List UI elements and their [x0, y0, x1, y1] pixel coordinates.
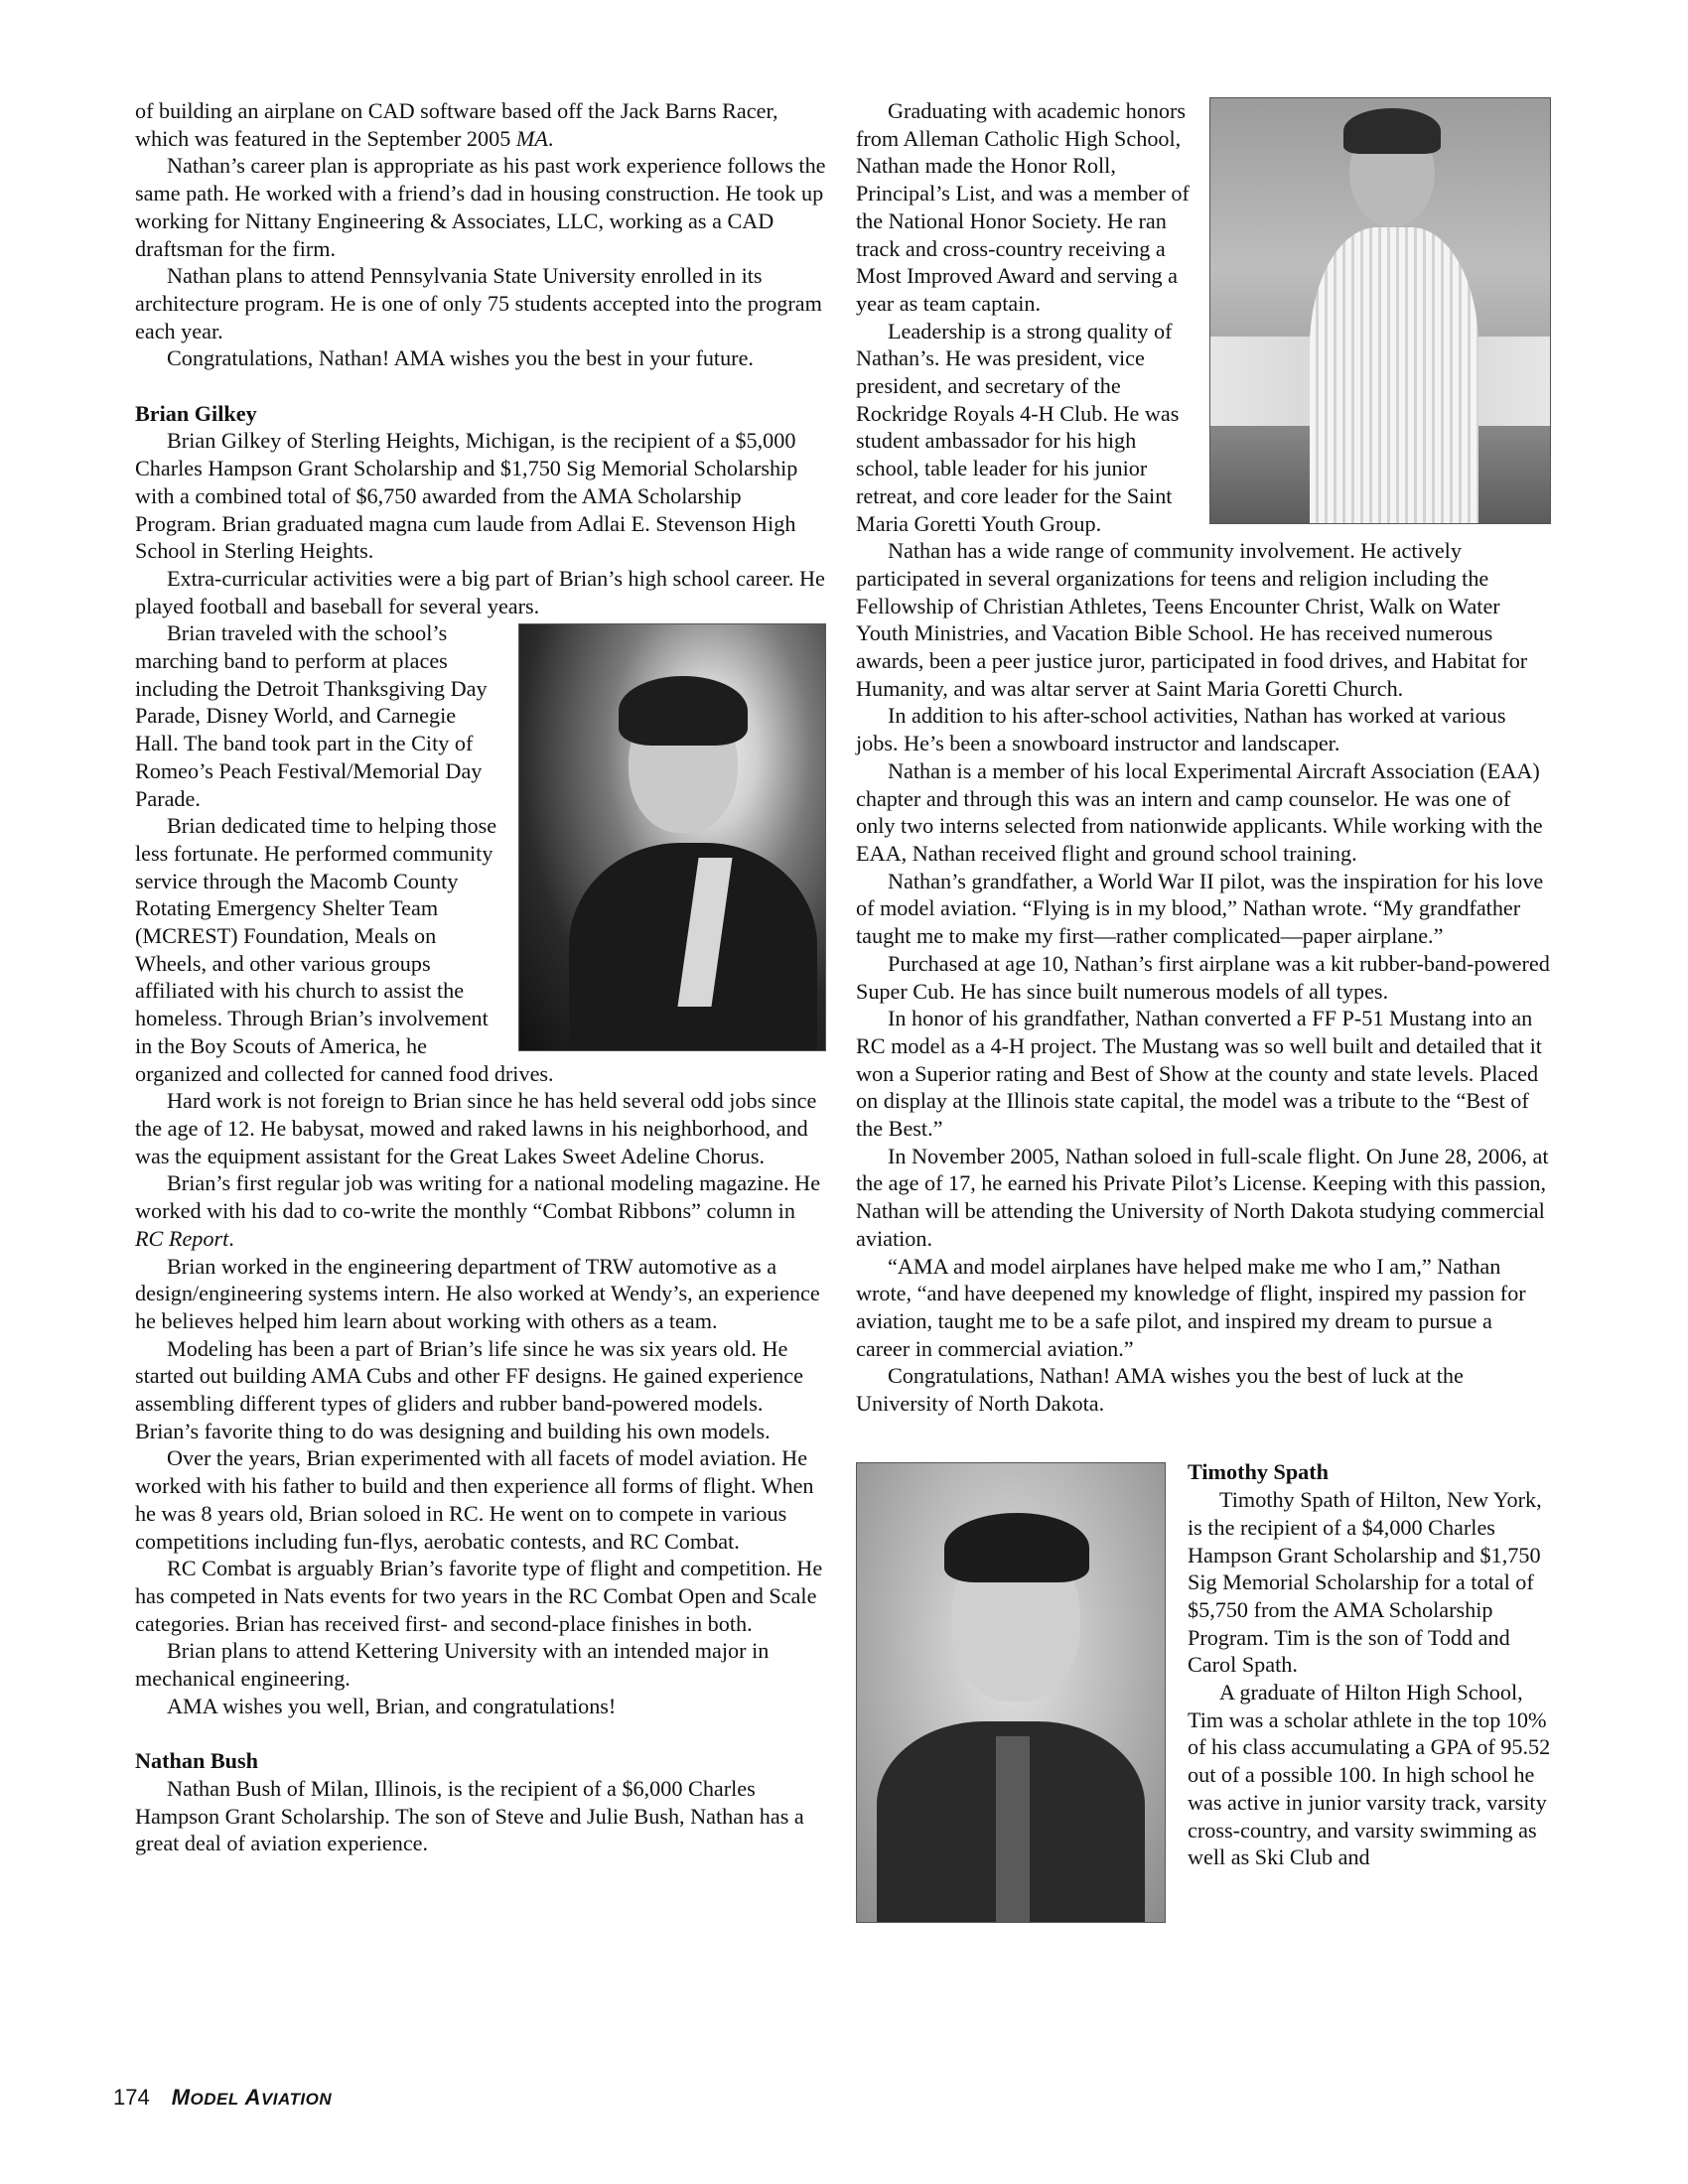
timothy-paragraph-1: Timothy Spath of Hilton, New York, is the recipient of a $4,000 Charles Hampson Grant Scholarship and $1,750 Sig Memorial Scholarship for a total of $5,750 from the AMA Scholarship Program. Tim is the son of Todd and Carol Spath.	[1188, 1487, 1542, 1678]
brian-paragraph-2: Extra-curricular activities were a big part of Brian’s high school career. He played football and baseball for several years.	[135, 565, 825, 618]
timothy-figure-hair	[944, 1513, 1089, 1582]
timothy-figure-tie	[996, 1736, 1030, 1923]
timothy-paragraph-2: A graduate of Hilton High School, Tim was a scholar athlete in the top 10% of his class accumulating a GPA of 95.52 out of a possible 100. In high school he was active in junior varsity track, varsity cross-country, and varsity swimming as well as Ski Club and	[1188, 1680, 1551, 1870]
brian-paragraph-1: Brian Gilkey of Sterling Heights, Michigan, is the recipient of a $5,000 Charles Hampson Grant Scholarship and $1,750 Sig Memorial Scholarship with a combined total of $6,750 awarded from the AMA Scholarship Program. Brian graduated magna cum laude from Adlai E. Stevenson High School in Sterling Heights.	[135, 428, 798, 564]
brian-paragraph-12: AMA wishes you well, Brian, and congratulations!	[167, 1693, 617, 1718]
right-column	[856, 97, 1551, 1923]
nathan-paragraph-1: Graduating with academic honors from Alleman Catholic High School, Nathan made the Honor Roll, Principal’s List, and was a member of the National Honor Society. He ran track and cross-country receiving a Most Improved Award and serving a year as team captain.	[856, 98, 1190, 316]
intro-paragraph-2: Nathan’s career plan is appropriate as his past work experience follows the same path. He worked with a friend’s dad in housing construction. He took up working for Nittany Engineering & Associates, LLC, working as a CAD draftsman for the firm.	[135, 153, 826, 261]
nathan-paragraph-9: In November 2005, Nathan soloed in full-scale flight. On June 28, 2006, at the age of 17, he earned his Private Pilot’s License. Keeping with this passion, Nathan will be attending the University of North Dakota studying commercial aviation.	[856, 1143, 1549, 1251]
timothy-portrait-photo	[856, 1462, 1166, 1923]
brian-heading: Brian Gilkey	[135, 400, 257, 426]
brian-paragraph-10: RC Combat is arguably Brian’s favorite type of flight and competition. He has competed in Nats events for two years in the RC Combat Open and Scale categories. Brian has received first- and second-place finishes in both.	[135, 1556, 823, 1636]
magazine-name	[172, 2085, 332, 2111]
intro-paragraph-3: Nathan plans to attend Pennsylvania State University enrolled in its architecture program. He is one of only 75 students accepted into the program each year.	[135, 263, 822, 343]
magazine-word2-initial: A	[244, 2085, 261, 2110]
nathan-figure-body	[1310, 227, 1478, 524]
nathan-portrait-photo	[1209, 97, 1551, 524]
nathan-figure-hair	[1343, 108, 1441, 154]
intro-tail: .	[547, 125, 554, 151]
brian-portrait-photo	[518, 623, 826, 1051]
brian-figure-hair	[619, 676, 748, 746]
brian-paragraph-9: Over the years, Brian experimented with all facets of model aviation. He worked with his father to build and then experience all forms of flight. When he was 8 years old, Brian soloed in RC. He went on to compete in various competitions including fun-flys, aerobatic contests, and RC Combat.	[135, 1445, 814, 1554]
nathan-paragraph-3: Nathan has a wide range of community involvement. He actively participated in several organizations for teens and religion including the Fellowship of Christian Athletes, Teens Encounter Christ, Walk on Water Youth Ministries, and Vacation Bible School. He has received numerous awards, been a peer justice juror, participated in food drives, and Habitat for Humanity, and was altar server at Saint Maria Goretti Church.	[856, 538, 1528, 701]
intro-paragraph-4: Congratulations, Nathan! AMA wishes you the best in your future.	[167, 345, 754, 371]
brian-paragraph-5: Hard work is not foreign to Brian since he has held several odd jobs since the age of 12. He babysat, mowed and raked lawns in his neighborhood, and was the equipment assistant for the Great Lakes Sweet Adeline Chorus.	[135, 1088, 817, 1168]
nathan-paragraph-10: “AMA and model airplanes have helped make me who I am,” Nathan wrote, “and have deepened my knowledge of flight, inspired my passion for aviation, taught me to be a safe pilot, and inspired my dream to pursue a career in commercial aviation.”	[856, 1253, 1526, 1361]
left-column	[135, 97, 826, 1857]
timothy-heading: Timothy Spath	[1188, 1459, 1330, 1485]
brian-p6-tail: .	[228, 1225, 234, 1251]
brian-paragraph-7: Brian worked in the engineering department of TRW automotive as a design/engineering systems intern. He also worked at Wendy’s, an experience he believes helped him learn about working with others as a team.	[135, 1253, 820, 1333]
intro-paragraph-1	[135, 97, 826, 152]
nathan-paragraph-8: In honor of his grandfather, Nathan converted a FF P-51 Mustang into an RC model as a 4-H project. The Mustang was so well built and detailed that it won a Superior rating and Best of Show at the county and state levels. Placed on display at the Illinois state capital, the model was a tribute to the “Best of the Best.”	[856, 1006, 1542, 1142]
brian-paragraph-8: Modeling has been a part of Brian’s life since he was six years old. He started out building AMA Cubs and other FF designs. He gained experience assembling different types of gliders and rubber band-powered models. Brian’s favorite thing to do was designing and building his own models.	[135, 1335, 803, 1443]
brian-paragraph-3: Brian traveled with the school’s marching band to perform at places including the Detroit Thanksgiving Day Parade, Disney World, and Carnegie Hall. The band took part in the City of Romeo’s Peach Festival/Memorial Day Parade.	[135, 620, 488, 811]
magazine-abbrev: MA	[515, 125, 548, 151]
brian-paragraph-4: Brian dedicated time to helping those less fortunate. He performed community service through the Macomb County Rotating Emergency Shelter Team (MCREST) Foundation, Meals on Wheels, and other various groups affiliated with his church to assist the homeless. Through Brian’s involvement in the Boy Scouts of America, he organized and collected for canned food drives.	[135, 813, 554, 1086]
brian-paragraph-11: Brian plans to attend Kettering University with an intended major in mechanical engineering.	[135, 1638, 770, 1692]
magazine-word1-rest: ODEL	[190, 2090, 239, 2109]
brian-p6-text: Brian’s first regular job was writing for a national modeling magazine. He worked with his dad to co-write the monthly “Combat Ribbons” column in	[135, 1170, 821, 1224]
nathan-paragraph-11: Congratulations, Nathan! AMA wishes you the best of luck at the University of North Dakota.	[856, 1363, 1464, 1417]
intro-text: of building an airplane on CAD software based off the Jack Barns Racer, which was featured in the September 2005	[135, 98, 778, 151]
rc-report-title: RC Report	[135, 1225, 229, 1251]
brian-paragraph-6	[135, 1169, 826, 1252]
nathan-paragraph-7: Purchased at age 10, Nathan’s first airplane was a kit rubber-band-powered Super Cub. He has since built numerous models of all types.	[856, 950, 1550, 1004]
magazine-word1-initial: M	[171, 2085, 191, 2110]
nathan-heading: Nathan Bush	[135, 1748, 258, 1774]
nathan-paragraph-5: Nathan is a member of his local Experimental Aircraft Association (EAA) chapter and through this was an intern and camp counselor. He was one of only two interns selected from nationwide applicants. While working with the EAA, Nathan received flight and ground school training.	[856, 757, 1543, 866]
nathan-paragraph-4: In addition to his after-school activities, Nathan has worked at various jobs. He’s been a snowboard instructor and landscaper.	[856, 703, 1506, 756]
nathan-intro-paragraph: Nathan Bush of Milan, Illinois, is the recipient of a $6,000 Charles Hampson Grant Scholarship. The son of Steve and Julie Bush, Nathan has a great deal of aviation experience.	[135, 1775, 804, 1856]
nathan-paragraph-2: Leadership is a strong quality of Nathan’s. He was president, vice president, and secretary of the Rockridge Royals 4-H Club. He was student ambassador for his high school, table leader for his junior retreat, and core leader for the Saint Maria Goretti Youth Group.	[856, 318, 1180, 536]
nathan-paragraph-6: Nathan’s grandfather, a World War II pilot, was the inspiration for his love of model aviation. “Flying is in my blood,” Nathan wrote. “My grandfather taught me to make my first—rather complicated—paper airplane.”	[856, 868, 1544, 949]
page-footer	[113, 2085, 332, 2111]
page-number: 174	[113, 2085, 150, 2110]
magazine-word2-rest: VIATION	[260, 2090, 333, 2109]
